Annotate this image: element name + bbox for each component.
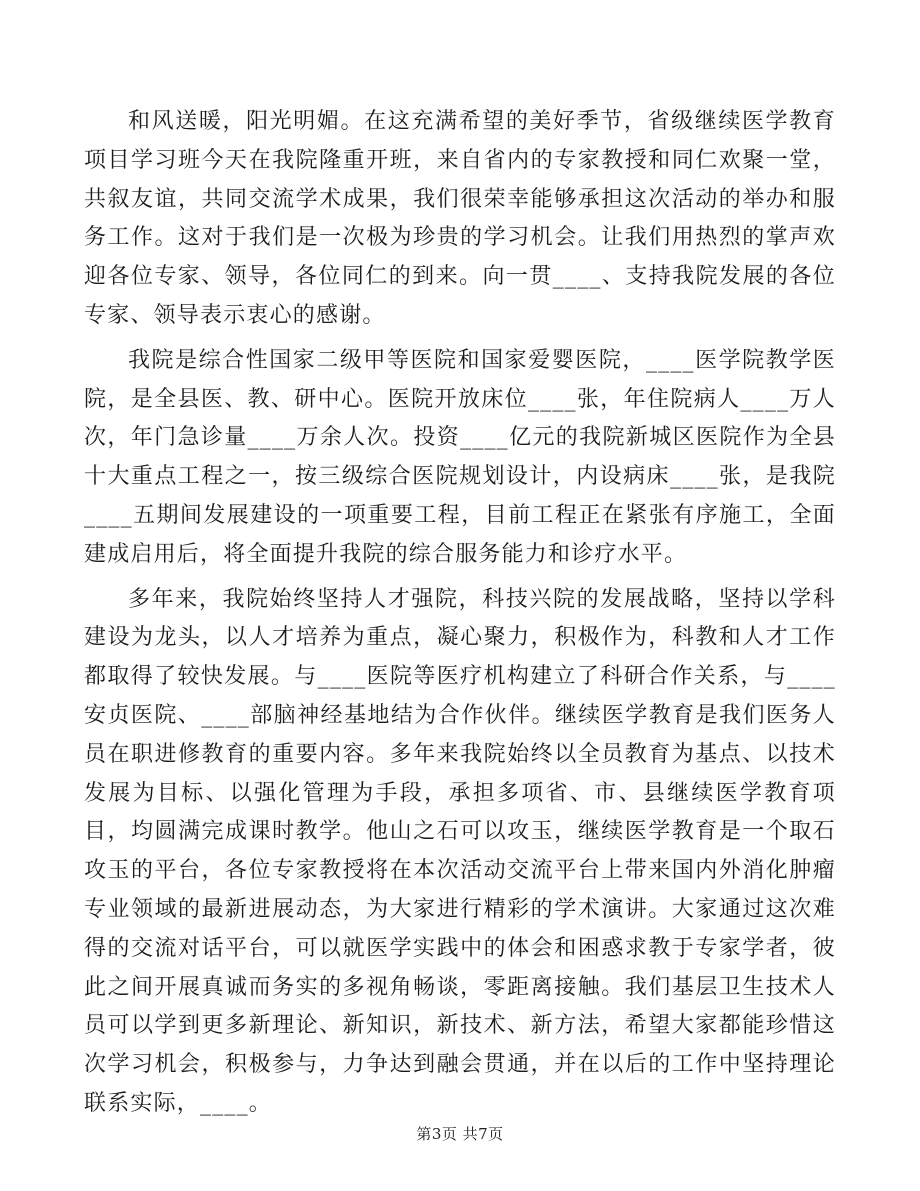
paragraph-hospital-intro: 我院是综合性国家二级甲等医院和国家爱婴医院，____医学院教学医院，是全县医、教、研中心。医院开放床位____张，年住院病人____万人次，年门急诊量____万余人次。投资____亿元的我院新城区医院作为全县十大重点工程之一，按三级综合医院规划设计，内设病床____张，是我院____五期间发展建设的一项重要工程，目前工程正在紧张有序施工，全面建成启用后，将全面提升我院的综合服务能力和诊疗水平。 <box>84 347 836 567</box>
paragraph-education: 多年来，我院始终坚持人才强院，科技兴院的发展战略，坚持以学科建设为龙头，以人才培养为重点，凝心聚力，积极作为，科教和人才工作都取得了较快发展。与____医院等医疗机构建立了科研合作关系，与____安贞医院、____部脑神经基地结为合作伙伴。继续医学教育是我们医务人员在职进修教育的重要内容。多年来我院始终以全员教育为基点、以技术发展为目标、以强化管理为手段，承担多项省、市、县继续医学教育项目，均圆满完成课时教学。他山之石可以攻玉，继续医学教育是一个取石攻玉的平台，各位专家教授将在本次活动交流平台上带来国内外消化肿瘤专业领域的最新进展动态，为大家进行精彩的学术演讲。大家通过这次难得的交流对话平台，可以就医学实践中的体会和困惑求教于专家学者，彼此之间开展真诚而务实的多视角畅谈，零距离接触。我们基层卫生技术人员可以学到更多新理论、新知识，新技术、新方法，希望大家都能珍惜这次学习机会，积极参与，力争达到融会贯通，并在以后的工作中坚持理论联系实际，____。 <box>84 586 836 1116</box>
document-body <box>84 103 836 1130</box>
page-number-footer: 第3页 共7页 <box>416 1125 504 1143</box>
paragraph-opening: 和风送暖，阳光明媚。在这充满希望的美好季节，省级继续医学教育项目学习班今天在我院隆重开班，来自省内的专家教授和同仁欢聚一堂，共叙友谊，共同交流学术成果，我们很荣幸能够承担这次活动的举办和服务工作。这对于我们是一次极为珍贵的学习机会。让我们用热烈的掌声欢迎各位专家、领导，各位同仁的到来。向一贯____、支持我院发展的各位专家、领导表示衷心的感谢。 <box>84 109 836 328</box>
